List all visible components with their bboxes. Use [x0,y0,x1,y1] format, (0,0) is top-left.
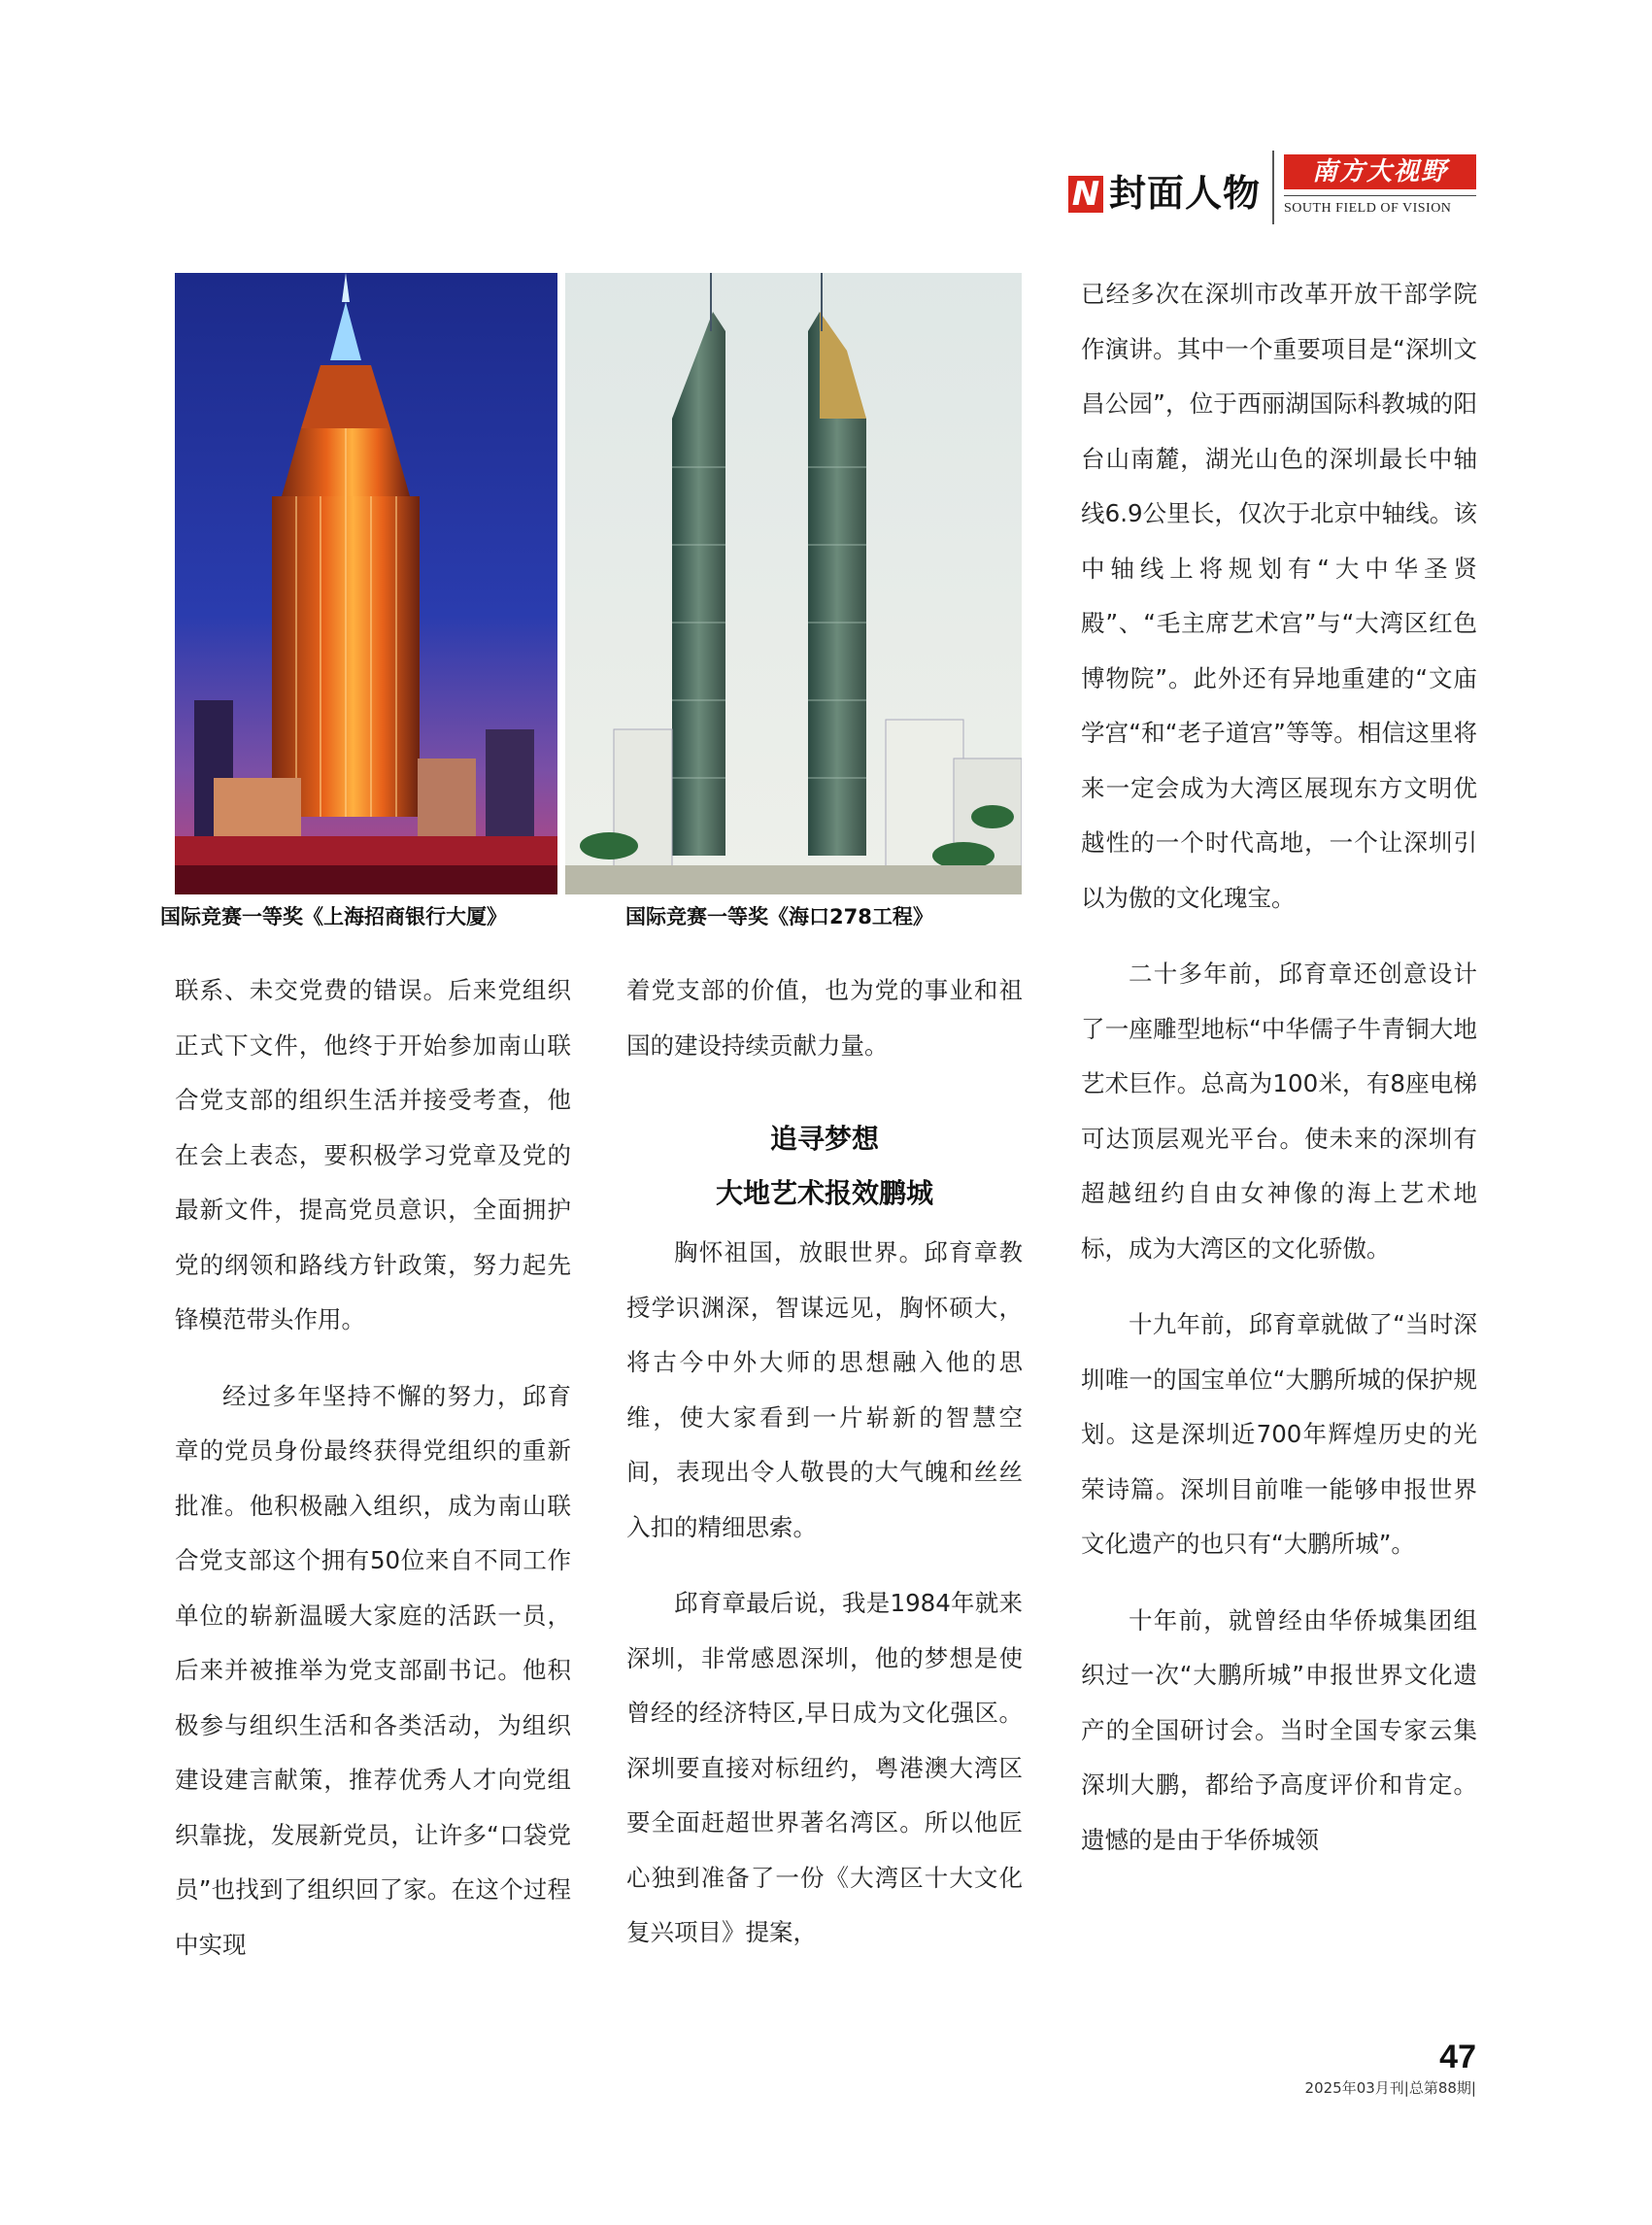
paragraph: 邱育章最后说，我是1984年就来深圳，非常感恩深圳，他的梦想是使曾经的经济特区,早日成为文化强区。深圳要直接对标纽约，粤港澳大湾区要全面赶超世界著名湾区。所以他匠心独到准备了一份《大湾区十大文化复兴项目》提案， [626,1589,1023,1946]
paragraph: 经过多年坚持不懈的努力，邱育章的党员身份最终获得党组织的重新批准。他积极融入组织，成为南山联合党支部这个拥有50位来自不同工作单位的崭新温暖大家庭的活跃一员，后来并被推举为党支部副书记。他积极参与组织生活和各类活动，为组织建设建言献策，推荐优秀人才向党组织靠拢，发展新党员，让许多“口袋党员”也找到了组织回了家。在这个过程中实现 [175,1381,571,1959]
paragraph: 二十多年前，邱育章还创意设计了一座雕型地标“中华儒子牛青铜大地艺术巨作。总高为100米，有8座电梯可达顶层观光平台。使未来的深圳有超越纽约自由女神像的海上艺术地标，成为大湾区的文化骄傲。 [1081,960,1477,1263]
photo-haikou-278-project [565,273,1022,894]
magazine-brand: 南方大视野 [1284,154,1476,189]
logo-mark: N [1068,176,1103,213]
article-column-2-top [626,963,1023,1073]
page-number: 47 [1439,2039,1476,2075]
photo-caption-right: 国际竞赛一等奖《海口278工程》 [625,905,933,928]
section-heading-line-2: 大地艺术报效鹏城 [715,1177,933,1209]
magazine-brand-english: SOUTH FIELD OF VISION [1284,195,1476,219]
photo-shanghai-bank-tower [175,273,557,894]
article-column-1 [175,963,571,1972]
paragraph: 胸怀祖国，放眼世界。邱育章教授学识渊深，智谋远见，胸怀硕大，将古今中外大师的思想融入他的思维，使大家看到一片崭新的智慧空间，表现出令人敬畏的大气魄和丝丝入扣的精细思索。 [626,1238,1023,1541]
issue-info: 2025年03月刊|总第88期| [1304,2079,1476,2097]
paragraph: 已经多次在深圳市改革开放干部学院作演讲。其中一个重要项目是“深圳文昌公园”，位于西丽湖国际科教城的阳台山南麓，湖光山色的深圳最长中轴线6.9公里长，仅次于北京中轴线。该中轴线上将规划有“大中华圣贤殿”、“毛主席艺术宫”与“大湾区红色博物院”。此外还有异地重建的“文庙学宫“和“老子道宫”等等。相信这里将来一定会成为大湾区展现东方文明优越性的一个时代高地，一个让深圳引以为傲的文化瑰宝。 [1081,280,1477,912]
paragraph: 着党支部的价值，也为党的事业和祖国的建设持续贡献力量。 [626,976,1023,1060]
masthead [1068,151,1476,224]
section-heading-line-1: 追寻梦想 [769,1123,879,1155]
article-column-2 [626,1226,1023,1961]
paragraph: 十九年前，邱育章就做了“当时深圳唯一的国宝单位“大鹏所城的保护规划。这是深圳近700年辉煌历史的光荣诗篇。深圳目前唯一能够申报世界文化遗产的也只有“大鹏所城”。 [1081,1310,1477,1558]
paragraph: 联系、未交党费的错误。后来党组织正式下文件，他终于开始参加南山联合党支部的组织生活并接受考查，他在会上表态，要积极学习党章及党的最新文件，提高党员意识，全面拥护党的纲领和路线方针政策，努力起先锋模范带头作用。 [175,976,571,1333]
article-column-3 [1081,267,1477,1868]
column-title: 封面人物 [1109,171,1262,215]
masthead-divider [1272,151,1274,224]
paragraph: 十年前，就曾经由华侨城集团组织过一次“大鹏所城”申报世界文化遗产的全国研讨会。当时全国专家云集深圳大鹏，都给予高度评价和肯定。遗憾的是由于华侨城领 [1081,1605,1477,1854]
photo-caption-left: 国际竞赛一等奖《上海招商银行大厦》 [160,905,507,928]
